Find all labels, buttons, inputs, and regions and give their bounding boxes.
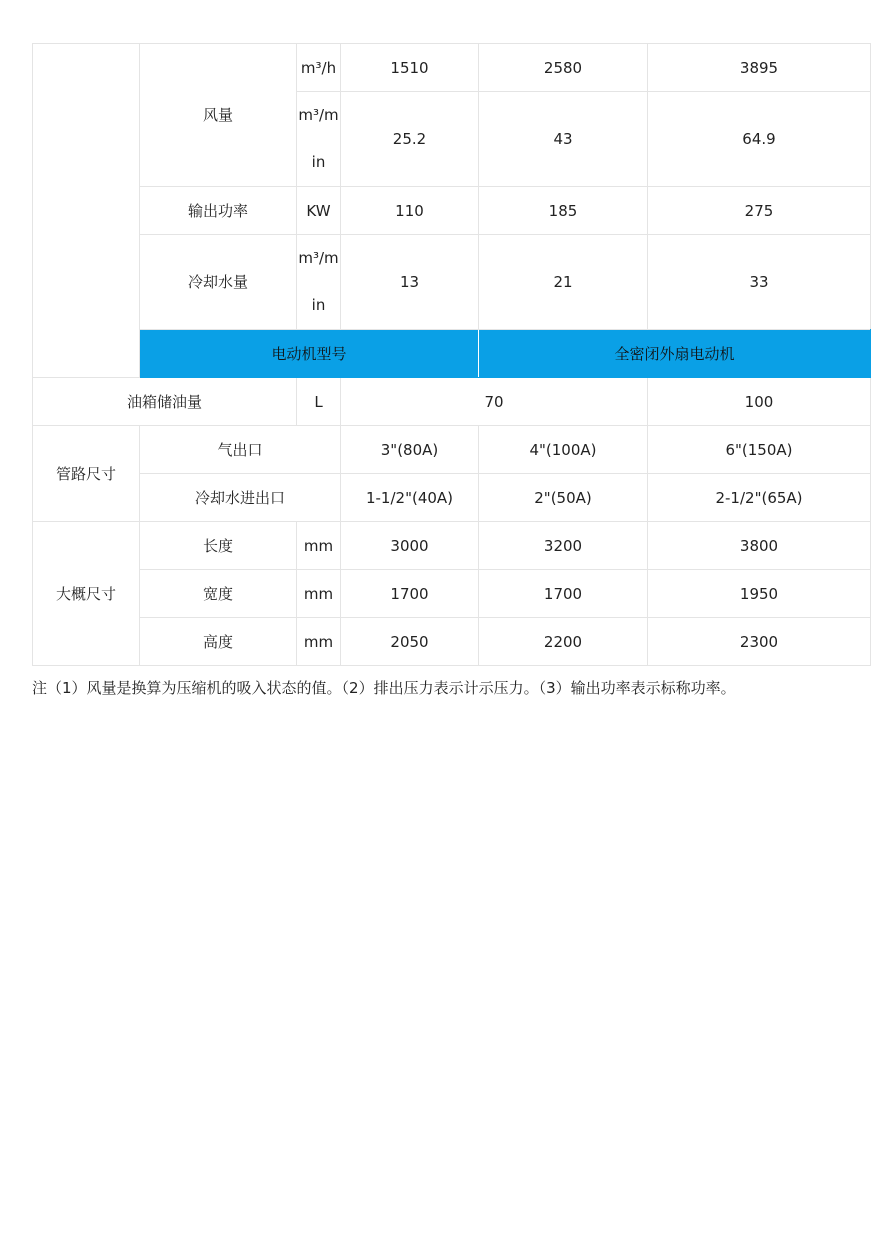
airflow-min-1: 25.2 xyxy=(341,92,479,187)
cooling-water-unit-line2: in xyxy=(311,296,326,314)
oil-tank-label: 油箱储油量 xyxy=(33,378,297,426)
width-1: 1700 xyxy=(341,570,479,618)
air-outlet-label: 气出口 xyxy=(140,426,341,474)
motor-model-value: 全密闭外扇电动机 xyxy=(479,330,871,378)
table-row xyxy=(33,570,871,618)
airflow-min-2: 43 xyxy=(479,92,648,187)
airflow-h-2: 2580 xyxy=(479,44,648,92)
table-row xyxy=(33,474,871,522)
air-outlet-3: 6"(150A) xyxy=(648,426,871,474)
length-unit: mm xyxy=(297,522,341,570)
spec-table xyxy=(32,43,871,666)
width-2: 1700 xyxy=(479,570,648,618)
cooling-inout-label: 冷却水进出口 xyxy=(140,474,341,522)
oil-tank-1: 70 xyxy=(341,378,648,426)
width-3: 1950 xyxy=(648,570,871,618)
cooling-water-unit-line1: m³/m xyxy=(298,249,339,267)
cooling-inout-3: 2-1/2"(65A) xyxy=(648,474,871,522)
height-1: 2050 xyxy=(341,618,479,666)
output-power-unit: KW xyxy=(297,187,341,235)
oil-tank-unit: L xyxy=(297,378,341,426)
footnote: 注（1）风量是换算为压缩机的吸入状态的值。（2）排出压力表示计示压力。（3）输出功率表示标称功率。 xyxy=(32,679,736,697)
table-row xyxy=(33,426,871,474)
height-label: 高度 xyxy=(140,618,297,666)
height-3: 2300 xyxy=(648,618,871,666)
airflow-unit-min-line1: m³/m xyxy=(298,106,339,124)
oil-tank-2: 100 xyxy=(648,378,871,426)
length-1: 3000 xyxy=(341,522,479,570)
width-label: 宽度 xyxy=(140,570,297,618)
pipe-size-label: 管路尺寸 xyxy=(33,426,140,522)
motor-model-label: 电动机型号 xyxy=(140,330,479,378)
table-row xyxy=(33,44,871,92)
height-2: 2200 xyxy=(479,618,648,666)
output-power-3: 275 xyxy=(648,187,871,235)
airflow-unit-min-line2: in xyxy=(311,153,326,171)
width-unit: mm xyxy=(297,570,341,618)
length-2: 3200 xyxy=(479,522,648,570)
table-row xyxy=(33,618,871,666)
cooling-water-2: 21 xyxy=(479,235,648,330)
table-row xyxy=(33,378,871,426)
air-outlet-2: 4"(100A) xyxy=(479,426,648,474)
length-label: 长度 xyxy=(140,522,297,570)
table-row xyxy=(33,235,871,330)
cooling-water-unit xyxy=(297,235,341,330)
cooling-inout-2: 2"(50A) xyxy=(479,474,648,522)
table-row xyxy=(33,330,871,378)
cooling-water-label: 冷却水量 xyxy=(140,235,297,330)
airflow-unit-min xyxy=(297,92,341,187)
air-outlet-1: 3"(80A) xyxy=(341,426,479,474)
output-power-1: 110 xyxy=(341,187,479,235)
output-power-label: 输出功率 xyxy=(140,187,297,235)
length-3: 3800 xyxy=(648,522,871,570)
airflow-h-3: 3895 xyxy=(648,44,871,92)
airflow-h-1: 1510 xyxy=(341,44,479,92)
cooling-water-1: 13 xyxy=(341,235,479,330)
cooling-inout-1: 1-1/2"(40A) xyxy=(341,474,479,522)
cooling-water-3: 33 xyxy=(648,235,871,330)
height-unit: mm xyxy=(297,618,341,666)
blank-group-cell xyxy=(33,44,140,378)
airflow-unit-h: m³/h xyxy=(297,44,341,92)
output-power-2: 185 xyxy=(479,187,648,235)
table-row xyxy=(33,187,871,235)
table-row xyxy=(33,522,871,570)
airflow-min-3: 64.9 xyxy=(648,92,871,187)
airflow-label: 风量 xyxy=(140,44,297,187)
dimensions-label: 大概尺寸 xyxy=(33,522,140,666)
